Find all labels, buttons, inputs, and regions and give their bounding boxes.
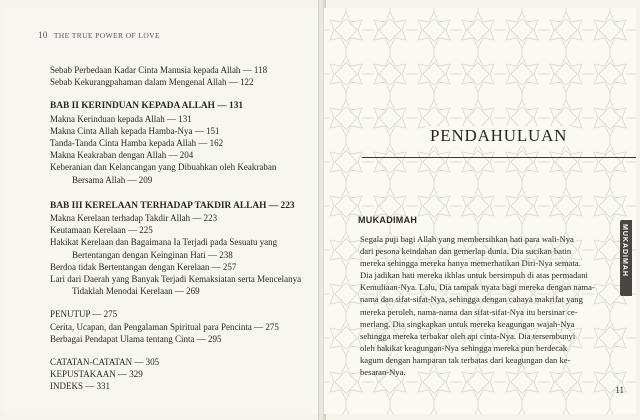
toc-entry: Makna Keakraban dengan Allah — 204	[50, 150, 194, 161]
body-line: oleh hakikat keagungan-Nya sehingga mereka pun berdecak	[360, 342, 568, 353]
body-line: mereka peroleh, nama-nama dan sifat-sifat-Nya itu bersinar ce-	[360, 306, 578, 317]
toc-entry: Bertentangan dengan Keinginan Hati — 238	[72, 249, 233, 260]
toc-entry: Hakikat Kerelaan dan Bagaimana Ia Terjadi pada Sesuatu yang	[50, 237, 278, 248]
chapter-title: PENDAHULUAN	[426, 126, 571, 146]
running-head	[38, 30, 160, 40]
toc-entry: Makna Kerinduan kepada Allah — 131	[50, 113, 192, 124]
toc-entry: Sebab Kekurangpahaman dalam Mengenal Allah — 122	[50, 77, 254, 88]
toc-entry: Sebab Perbedaan Kadar Cinta Manusia kepada Allah — 118	[50, 65, 268, 75]
toc-entry: Cerita, Ucapan, dan Pengalaman Spiritual para Pencinta — 275	[50, 321, 279, 332]
section-heading: MUKADIMAH	[358, 215, 418, 225]
body-line: merlang. Dia singkapkan untuk mereka keagungan wajah-Nya	[360, 318, 575, 329]
toc-chapter-heading: BAB II KERINDUAN KEPADA ALLAH — 131	[50, 101, 244, 112]
toc-entry: Berbagai Pendapat Ulama tentang Cinta — 295	[50, 333, 222, 344]
body-line: sehingga mereka terbakar oleh api cinta-Nya. Dia tersembunyi	[360, 330, 576, 341]
toc-entry: Bersama Allah — 209	[72, 174, 153, 185]
left-page-number: 10	[38, 30, 48, 40]
body-line: mereka sehingga mereka hanya memerhatikan Diri-Nya semata.	[360, 258, 581, 269]
toc-entry: INDEKS — 331	[50, 381, 110, 392]
toc-entry: Makna Cinta Allah kepada Hamba-Nya — 151	[50, 125, 220, 136]
toc-entry: Keberanian dan Kelancangan yang Dibuahkan oleh Keakraban	[50, 162, 277, 173]
body-line: dari pesona keindahan dan gemerlap dunia. Dia sucikan batin	[360, 246, 572, 257]
right-page-number: 11	[615, 385, 624, 395]
toc-entry: Lari dari Daerah yang Banyak Terjadi Kemaksiatan serta Mencelanya	[50, 274, 302, 285]
toc-chapter-heading: BAB III KERELAAN TERHADAP TAKDIR ALLAH — 223	[50, 200, 295, 211]
chapter-title-rule	[362, 157, 636, 158]
toc-entry: KEPUSTAKAAN — 329	[50, 369, 143, 380]
toc-entry: PENUTUP — 275	[50, 309, 118, 320]
body-line: kagum dengan hamparan tak terbatas dari keagungan dan ke-	[360, 354, 571, 365]
toc-entry: Keutamaan Kerelaan — 225	[50, 225, 153, 236]
body-line: nama dan sifat-sifat-Nya, sehingga dengan cahaya makrifat yang	[360, 294, 583, 305]
toc-entry: CATATAN-CATATAN — 305	[50, 357, 160, 368]
left-page	[4, 8, 320, 414]
toc-entry: Berdoa tidak Bertentangan dengan Kerelaan — 257	[50, 261, 237, 272]
side-tab-label: MUKADIMAH	[621, 224, 628, 277]
right-page	[324, 8, 636, 414]
body-paragraph	[360, 233, 626, 378]
running-head-title: THE TRUE POWER OF LOVE	[53, 31, 160, 40]
side-tab	[620, 220, 632, 296]
body-line: Dia jadikan hati mereka ikhlas untuk bersimpuh di atas permadani	[360, 270, 588, 281]
toc-entry: Tanda-Tanda Cinta Hamba kepada Allah — 162	[50, 138, 224, 149]
toc-entry: Makna Kerelaan terhadap Takdir Allah — 223	[50, 213, 218, 224]
toc-entry: Tidaklah Menodai Kerelaan — 269	[72, 286, 200, 297]
body-line: besaran-Nya.	[360, 367, 406, 378]
body-line: Segala puji bagi Allah yang membersihkan hati para wali-Nya	[360, 234, 574, 244]
body-line: Kemuliaan-Nya. Lalu, Dia tampak nyata bagi mereka dengan nama-	[360, 282, 595, 293]
table-of-contents	[50, 64, 312, 393]
